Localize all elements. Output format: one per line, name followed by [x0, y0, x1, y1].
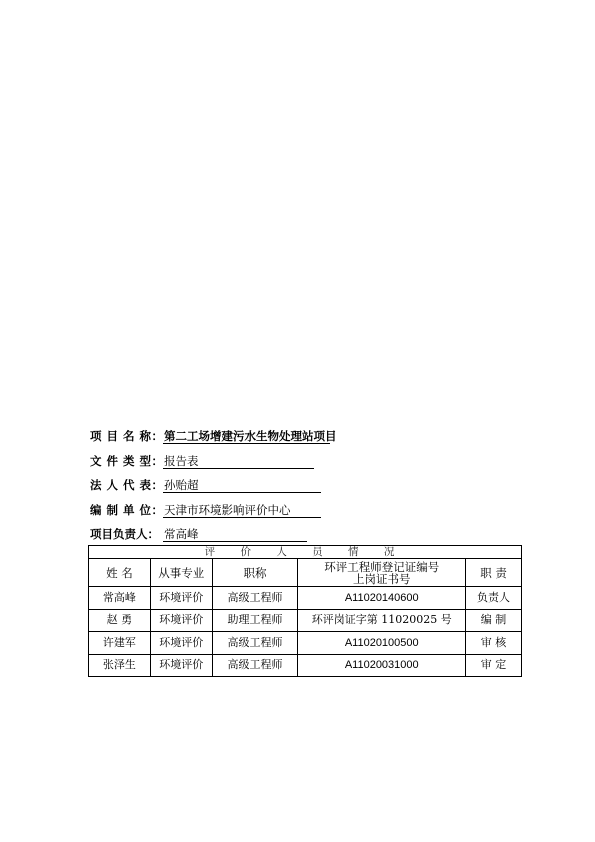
- staff-table-caption: 评 价 人 员 情 况: [89, 546, 522, 559]
- staff-name: 张泽生: [89, 654, 151, 677]
- staff-name: 常高峰: [89, 587, 151, 610]
- staff-profession: 环境评价: [150, 609, 212, 632]
- legal-rep-row: [90, 475, 510, 500]
- staff-duty: 负责人: [466, 587, 522, 610]
- staff-name: 许建军: [89, 632, 151, 655]
- header-profession: 从事专业: [150, 559, 212, 587]
- staff-name: 赵 勇: [89, 609, 151, 632]
- header-cert-number: [298, 559, 466, 587]
- header-title: 职称: [212, 559, 298, 587]
- header-duty: 职 责: [466, 559, 522, 587]
- project-name-value: 第二工场增建污水生物处理站项目: [164, 429, 337, 443]
- table-row: [89, 654, 522, 677]
- compiler-unit-row: [90, 500, 510, 525]
- file-type-row: [90, 451, 510, 476]
- project-leader-label: 项目负责人：: [90, 527, 159, 541]
- staff-profession: 环境评价: [150, 632, 212, 655]
- staff-cert-number: A11020140600: [298, 587, 466, 610]
- file-type-label: 文 件 类 型：: [90, 453, 164, 468]
- header-cert-line1: 环评工程师登记证编号: [324, 559, 440, 574]
- table-row: [89, 632, 522, 655]
- staff-title: 助理工程师: [212, 609, 298, 632]
- header-name: 姓 名: [89, 559, 151, 587]
- project-info: [90, 426, 510, 549]
- staff-title: 高级工程师: [212, 587, 298, 610]
- table-row: [89, 587, 522, 610]
- project-name-row: [90, 426, 510, 451]
- staff-table: [88, 545, 522, 677]
- staff-cert-number: A11020100500: [298, 632, 466, 655]
- file-type-value: 报告表: [163, 453, 314, 469]
- staff-duty: 审 核: [466, 632, 522, 655]
- staff-table-header-row: [89, 559, 522, 587]
- staff-title: 高级工程师: [212, 632, 298, 655]
- staff-duty: 编 制: [466, 609, 522, 632]
- compiler-unit-label: 编 制 单 位：: [90, 502, 164, 517]
- compiler-unit-value: 天津市环境影响评价中心: [163, 502, 321, 518]
- staff-profession: 环境评价: [150, 587, 212, 610]
- staff-cert-number: 环评岗证字第 11020025 号: [298, 609, 466, 632]
- legal-rep-label: 法 人 代 表：: [90, 478, 164, 492]
- project-name-label: 项 目 名 称：: [90, 429, 164, 443]
- header-cert-line2: 上岗证书号: [353, 571, 411, 586]
- staff-profession: 环境评价: [150, 654, 212, 677]
- staff-cert-number: A11020031000: [298, 654, 466, 677]
- staff-title: 高级工程师: [212, 654, 298, 677]
- staff-table-caption-row: [89, 546, 522, 559]
- table-row: [89, 609, 522, 632]
- staff-duty: 审 定: [466, 654, 522, 677]
- legal-rep-value: 孙贻超: [163, 477, 321, 493]
- project-leader-value: 常高峰: [163, 526, 307, 542]
